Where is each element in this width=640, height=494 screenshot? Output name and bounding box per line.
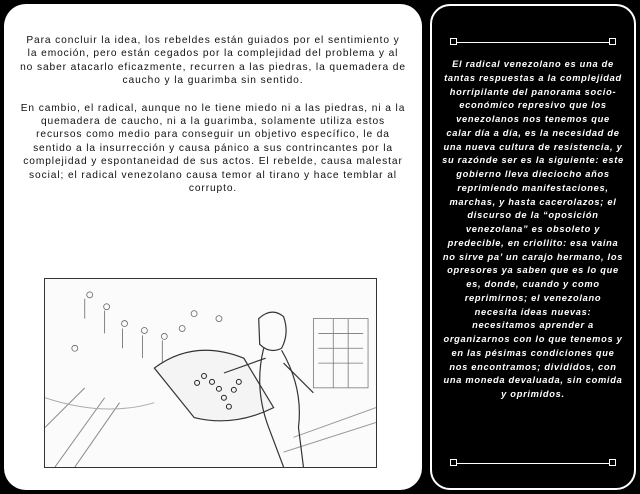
sidebar-text: El radical venezolano es una de tantas respuestas a la complejidad horripilante del panorama socio-económico represivo que los venezolanos nos tenemos que calar día a día, es la necesidad de una nueva cultura de resistencia, y su razónde ser es la siguiente: este gobierno lleva dieciocho años reprimiendo manifestaciones, marchas, y hasta cacerolazos; el discurso de la “oposición venezolana” es obsoleto y predecible, en criollito: esa vaina no sirve pa’ un carajo hermano, los opresores ya saben que es lo que es, donde, cuando y como reprimirnos; el venezolano necesita ideas nuevas: necesitamos aprender a organizarnos con lo que tenemos y en las pésimas condiciones que nos encontramos; divididos, con una moneda devaluada, sin comida y oprimidos. (442, 59, 624, 399)
ornament-bottom (450, 459, 616, 469)
left-panel (4, 4, 422, 490)
paragraph-1: Para concluir la idea, los rebeldes están guiados por el sentimiento y la emoción, pero están cegados por la complejidad del problema y al no saber atacarlo eficazmente, recurren a las piedras, la quemadera de caucho y la guarimba sin sentido. (20, 35, 406, 87)
paragraph-2: En cambio, el radical, aunque no le tiene miedo ni a las piedras, ni a la quemadera de caucho, ni a la guarimba, solamente utiliza estos recursos como medio para conseguir un objetivo específico, le da sentido a la insurrección y causa pánico a sus contrincantes por la complejidad y espontaneidad de sus actos. El rebelde, causa malestar social; el radical venezolano causa temor al tirano y hace temblar al corrupto. (20, 102, 406, 195)
right-panel (430, 4, 636, 490)
article-text (20, 34, 406, 209)
ornament-top (450, 38, 616, 48)
protest-photo (44, 278, 377, 468)
protest-sketch-illustration (45, 279, 376, 467)
